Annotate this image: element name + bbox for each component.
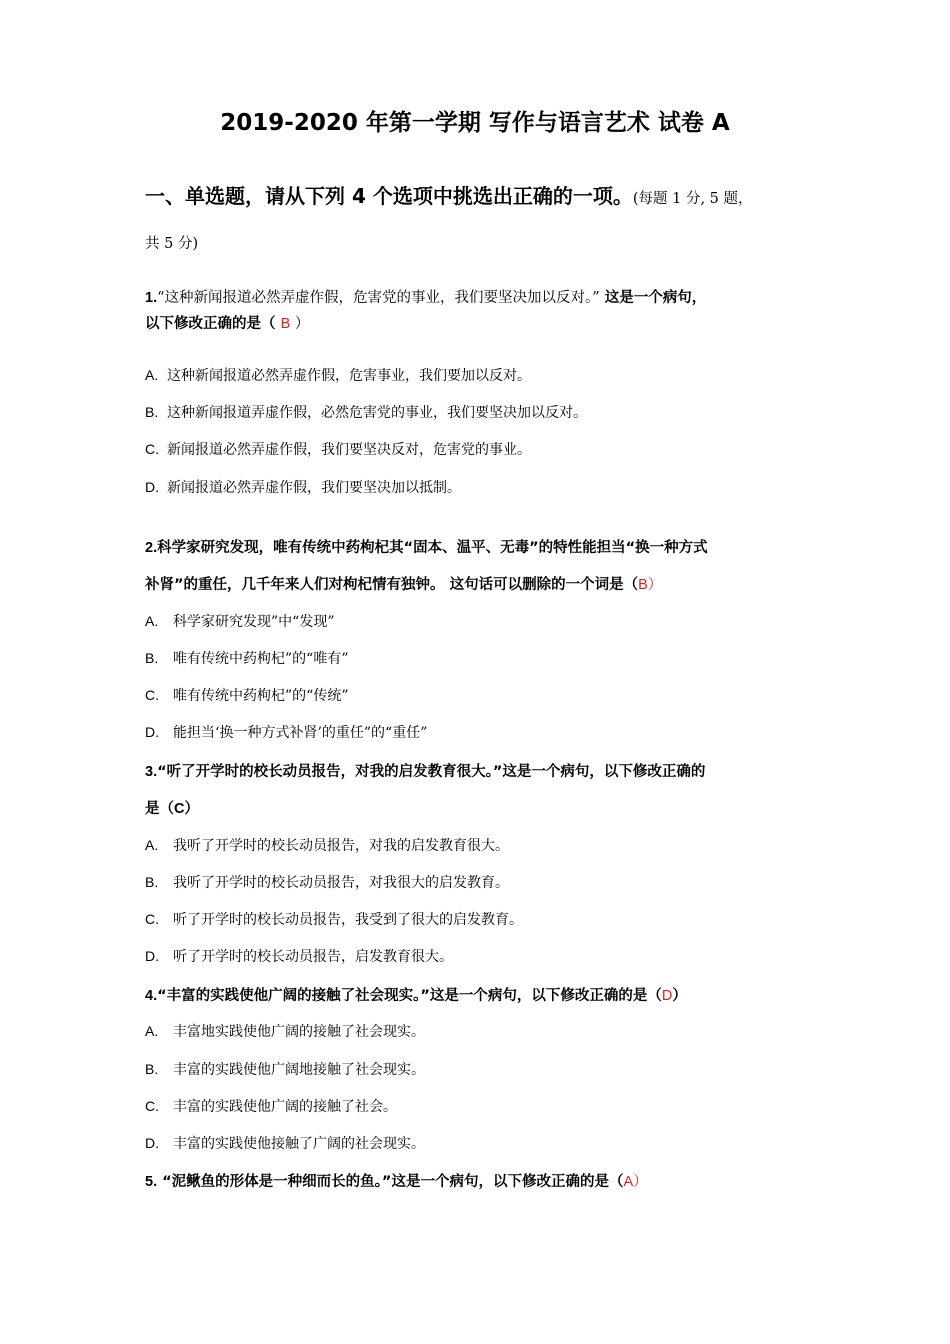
option-4b [145,1059,425,1079]
answer-key: B [638,577,648,593]
option-text: 唯有传统中药枸杞”的“传统” [173,688,349,704]
question-number: 1. [145,290,158,306]
option-1b [145,402,587,422]
option-text: 我听了开学时的校长动员报告，对我的启发教育很大。 [173,838,509,854]
answer-key: D [661,988,673,1004]
answer-key: C [174,801,185,817]
option-letter: A. [145,613,159,629]
question-text: ） [184,801,199,817]
question-text: “丰富的实践使他广阔的接触了社会现实。”这是一个病句，以下修改正确的是（ [157,988,662,1004]
option-text: 新闻报道必然弄虚作假，我们要坚决加以抵制。 [167,480,461,496]
question-1-stem-line2 [145,312,309,333]
answer-key: B [280,316,291,332]
option-text: 能担当‘换一种方式补肾’的重任”的“重任” [173,725,428,741]
option-text: 丰富的实践使他接触了广阔的社会现实。 [173,1136,425,1152]
question-2-stem-line2 [145,573,662,594]
option-3a [145,835,509,855]
option-letter: D. [145,1135,159,1151]
question-text: “泥鳅鱼的形体是一种细而长的鱼。”这是一个病句，以下修改正确的是（ [157,1174,624,1190]
section-heading [145,180,753,209]
option-1a [145,365,531,385]
question-4-stem [145,984,687,1005]
question-text: ） [633,1174,648,1190]
option-3d [145,946,453,966]
option-letter: A. [145,367,159,383]
section-note: (每题 1 分, 5 题， [632,191,753,207]
option-text: 这种新闻报道弄虚作假，必然危害党的事业，我们要坚决加以反对。 [167,405,587,421]
question-text: 补肾”的重任，几千年来人们对枸杞情有独钟。 这句话可以删除的一个词是（ [145,577,639,593]
option-text: 丰富的实践使他广阔地接触了社会现实。 [173,1062,425,1078]
option-2d [145,722,427,742]
question-quote: “这种新闻报道必然弄虚作假，危害党的事业，我们要坚决加以反对。” [157,290,600,306]
section-heading-text: 一、单选题，请从下列 4 个选项中挑选出正确的一项。 [145,184,633,208]
question-3-stem [145,760,705,781]
option-4d [145,1133,425,1153]
question-text: 以下修改正确的是（ [145,316,281,332]
question-5-stem [145,1170,648,1191]
question-number: 4. [145,988,158,1004]
exam-title: 2019-2020 年第一学期 写作与语言艺术 试卷 A [220,110,730,136]
answer-key: A [623,1174,634,1190]
option-1d [145,477,461,497]
option-letter: A. [145,1023,159,1039]
question-text: 科学家研究发现，唯有传统中药枸杞其“固本、温平、无毒”的特性能担当“换一种方式 [157,540,708,556]
option-2c [145,685,348,705]
option-text: 听了开学时的校长动员报告，我受到了很大的启发教育。 [173,912,523,928]
option-letter: B. [145,404,159,420]
option-text: 科学家研究发现”中“发现” [173,614,335,630]
question-text: ） [672,988,687,1004]
question-text: 是（ [145,801,174,817]
option-2b [145,648,348,668]
option-letter: D. [145,479,159,495]
option-letter: D. [145,948,159,964]
option-4c [145,1096,397,1116]
option-letter: C. [145,911,159,927]
option-2a [145,611,334,631]
option-text: 听了开学时的校长动员报告，启发教育很大。 [173,949,453,965]
option-4a [145,1021,425,1041]
option-letter: C. [145,441,159,457]
option-text: 唯有传统中药枸杞”的“唯有” [173,651,349,667]
question-number: 5. [145,1174,158,1190]
option-text: 新闻报道必然弄虚作假，我们要坚决反对，危害党的事业。 [167,442,531,458]
question-2-stem [145,536,708,557]
question-text: 这是一个病句， [599,290,707,306]
question-1-stem [145,286,706,307]
option-letter: C. [145,687,159,703]
option-letter: D. [145,724,159,740]
option-text: 我听了开学时的校长动员报告，对我很大的启发教育。 [173,875,509,891]
option-letter: B. [145,1061,159,1077]
question-text: ） [647,577,663,593]
question-text: “听了开学时的校长动员报告，对我的启发教育很大。”这是一个病句，以下修改正确的 [157,764,706,780]
option-3b [145,872,509,892]
option-letter: A. [145,837,159,853]
question-number: 3. [145,764,158,780]
option-1c [145,439,531,459]
section-note-continued: 共 5 分) [145,236,199,252]
option-text: 这种新闻报道必然弄虚作假，危害事业，我们要加以反对。 [167,368,531,384]
option-letter: C. [145,1098,159,1114]
option-letter: B. [145,874,159,890]
option-text: 丰富的实践使他广阔的接触了社会。 [173,1099,397,1115]
question-number: 2. [145,540,158,556]
option-3c [145,909,523,929]
option-letter: B. [145,650,159,666]
option-text: 丰富地实践使他广阔的接触了社会现实。 [173,1024,425,1040]
question-3-stem-line2 [145,797,199,818]
question-text: ） [290,316,310,332]
